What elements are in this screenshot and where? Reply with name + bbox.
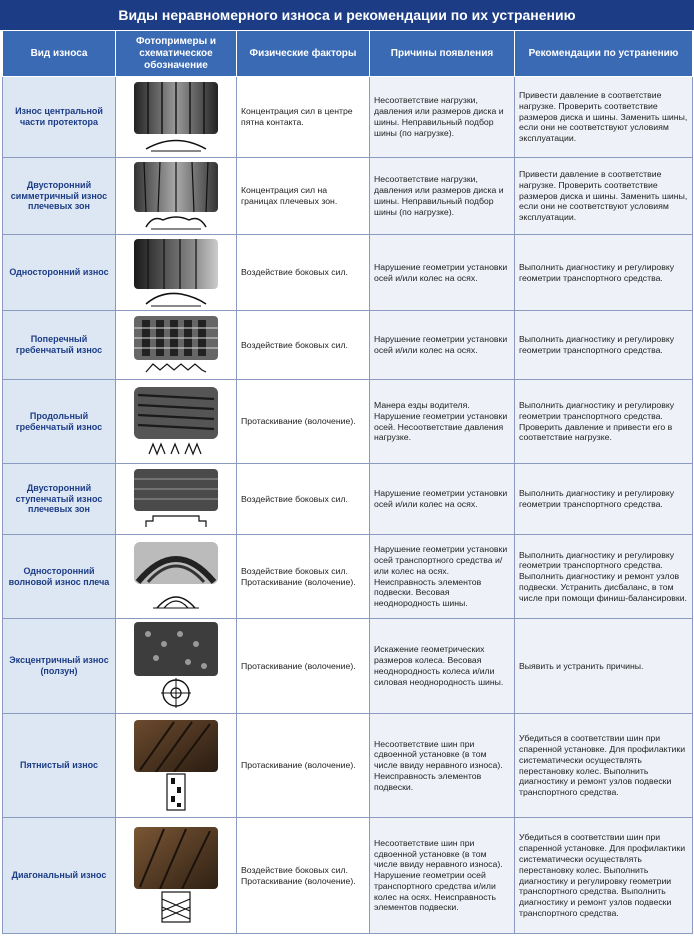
physical-factors: Воздействие боковых сил.	[237, 464, 370, 535]
tire-photo	[134, 622, 218, 676]
physical-factors: Воздействие боковых сил.	[237, 235, 370, 311]
recommendations: Выполнить диагностику и регулировку геометрии транспортного средства.	[515, 311, 693, 380]
header-photo: Фотопримеры и схематическое обозначение	[116, 31, 237, 77]
tire-photo	[134, 316, 218, 360]
physical-factors: Протаскивание (волочение).	[237, 380, 370, 464]
physical-factors: Концентрация сил на границах плечевых зон.	[237, 158, 370, 235]
longitudinal-comb-wear-schematic-icon	[141, 439, 211, 457]
table-row	[3, 235, 693, 311]
causes: Нарушение геометрии установки осей и/или колес на осях.	[370, 235, 515, 311]
physical-factors: Протаскивание (волочение).	[237, 619, 370, 714]
shoulder-wear-schematic-icon	[141, 212, 211, 230]
wear-name: Износ центральной части протектора	[3, 77, 116, 158]
page-title: Виды неравномерного износа и рекомендации по их устранению	[0, 0, 694, 30]
wear-name: Двусторонний симметричный износ плечевых зон	[3, 158, 116, 235]
physical-factors: Протаскивание (волочение).	[237, 714, 370, 818]
causes: Манера езды водителя. Нарушение геометрии установки осей. Несоответствие давления нагрузке.	[370, 380, 515, 464]
wear-name: Эксцентричный износ (ползун)	[3, 619, 116, 714]
recommendations: Привести давление в соответствие нагрузке. Проверить соответствие размеров диска и шины. Заменить шины, если они не соответствуют условиям эксплуатации.	[515, 77, 693, 158]
wear-name: Двусторонний ступенчатый износ плечевых зон	[3, 464, 116, 535]
wear-name: Продольный гребенчатый износ	[3, 380, 116, 464]
wear-name: Односторонний волновой износ плеча	[3, 535, 116, 619]
eccentric-wear-schematic-icon	[159, 676, 193, 710]
tire-photo	[134, 720, 218, 772]
causes: Нарушение геометрии установки осей транспортного средства и/или колес на осях. Неисправность элементов подвески. Весовая неоднородность шины.	[370, 535, 515, 619]
causes: Несоответствие нагрузки, давления или размеров диска и шины. Неправильный подбор шины (по нагрузке).	[370, 158, 515, 235]
causes: Несоответствие шин при сдвоенной установке (в том числе ввиду неравного износа). Неисправность элементов подвески.	[370, 714, 515, 818]
header-physical: Физические факторы	[237, 31, 370, 77]
header-recs: Рекомендации по устранению	[515, 31, 693, 77]
causes: Несоответствие нагрузки, давления или размеров диска и шины. Неправильный подбор шины (по нагрузке).	[370, 77, 515, 158]
tire-photo	[134, 387, 218, 439]
wear-name: Поперечный гребенчатый износ	[3, 311, 116, 380]
tire-photo	[134, 239, 218, 289]
table-row	[3, 380, 693, 464]
tire-photo	[134, 469, 218, 511]
causes: Несоответствие шин при сдвоенной установке (в том числе ввиду неравного износа). Нарушение геометрии осей транспортного средства и/или колес на осях. Неисправность элементов подвески.	[370, 818, 515, 934]
header-causes: Причины появления	[370, 31, 515, 77]
recommendations: Привести давление в соответствие нагрузке. Проверить соответствие размеров диска и шины. Заменить шины, если они не соответствуют условиям эксплуатации.	[515, 158, 693, 235]
table-row	[3, 464, 693, 535]
wave-wear-schematic-icon	[151, 584, 201, 612]
physical-factors: Воздействие боковых сил.	[237, 311, 370, 380]
causes: Нарушение геометрии установки осей и/или колес на осях.	[370, 311, 515, 380]
tire-photo	[134, 82, 218, 134]
header-row	[3, 31, 693, 77]
table-row	[3, 818, 693, 934]
recommendations: Выполнить диагностику и регулировку геометрии транспортного средства. Выполнить диагностику и ремонт узлов подвески. Устранить дисбаланс, в том числе при помощи финиш-балансировки.	[515, 535, 693, 619]
wear-name: Диагональный износ	[3, 818, 116, 934]
one-sided-wear-schematic-icon	[141, 289, 211, 307]
table-row	[3, 619, 693, 714]
spot-wear-schematic-icon	[164, 772, 188, 812]
table-row	[3, 714, 693, 818]
header-wear: Вид износа	[3, 31, 116, 77]
transverse-comb-wear-schematic-icon	[141, 360, 211, 374]
center-wear-schematic-icon	[141, 134, 211, 152]
tire-photo	[134, 162, 218, 212]
table-row	[3, 77, 693, 158]
stepped-shoulder-wear-schematic-icon	[141, 511, 211, 529]
recommendations: Выполнить диагностику и регулировку геометрии транспортного средства.	[515, 464, 693, 535]
recommendations: Выполнить диагностику и регулировку геометрии транспортного средства. Проверить давление и привести его в соответствие нагрузке.	[515, 380, 693, 464]
table-row	[3, 535, 693, 619]
physical-factors: Воздействие боковых сил. Протаскивание (волочение).	[237, 535, 370, 619]
causes: Искажение геометрических размеров колеса. Весовая неоднородность колеса и/или силовая неоднородность шины.	[370, 619, 515, 714]
physical-factors: Концентрация сил в центре пятна контакта.	[237, 77, 370, 158]
wear-name: Пятнистый износ	[3, 714, 116, 818]
recommendations: Убедиться в соответствии шин при спаренной установке. Для профилактики систематически осуществлять перестановку колес. Выполнить диагностику и регулировку геометрии транспортного средства. Выполнить диагностику и ремонт узлов подвески транспортного средства.	[515, 818, 693, 934]
causes: Нарушение геометрии установки осей и/или колес на осях.	[370, 464, 515, 535]
tire-photo	[134, 542, 218, 584]
recommendations: Выполнить диагностику и регулировку геометрии транспортного средства.	[515, 235, 693, 311]
wear-name: Односторонний износ	[3, 235, 116, 311]
wear-table	[2, 30, 693, 934]
table-row	[3, 311, 693, 380]
recommendations: Убедиться в соответствии шин при спаренной установке. Для профилактики систематически осуществлять перестановку колес. Выполнить диагностику и ремонт узлов подвески транспортного средства.	[515, 714, 693, 818]
table-row	[3, 158, 693, 235]
diagonal-wear-schematic-icon	[156, 889, 196, 925]
physical-factors: Воздействие боковых сил. Протаскивание (волочение).	[237, 818, 370, 934]
tire-photo	[134, 827, 218, 889]
recommendations: Выявить и устранить причины.	[515, 619, 693, 714]
